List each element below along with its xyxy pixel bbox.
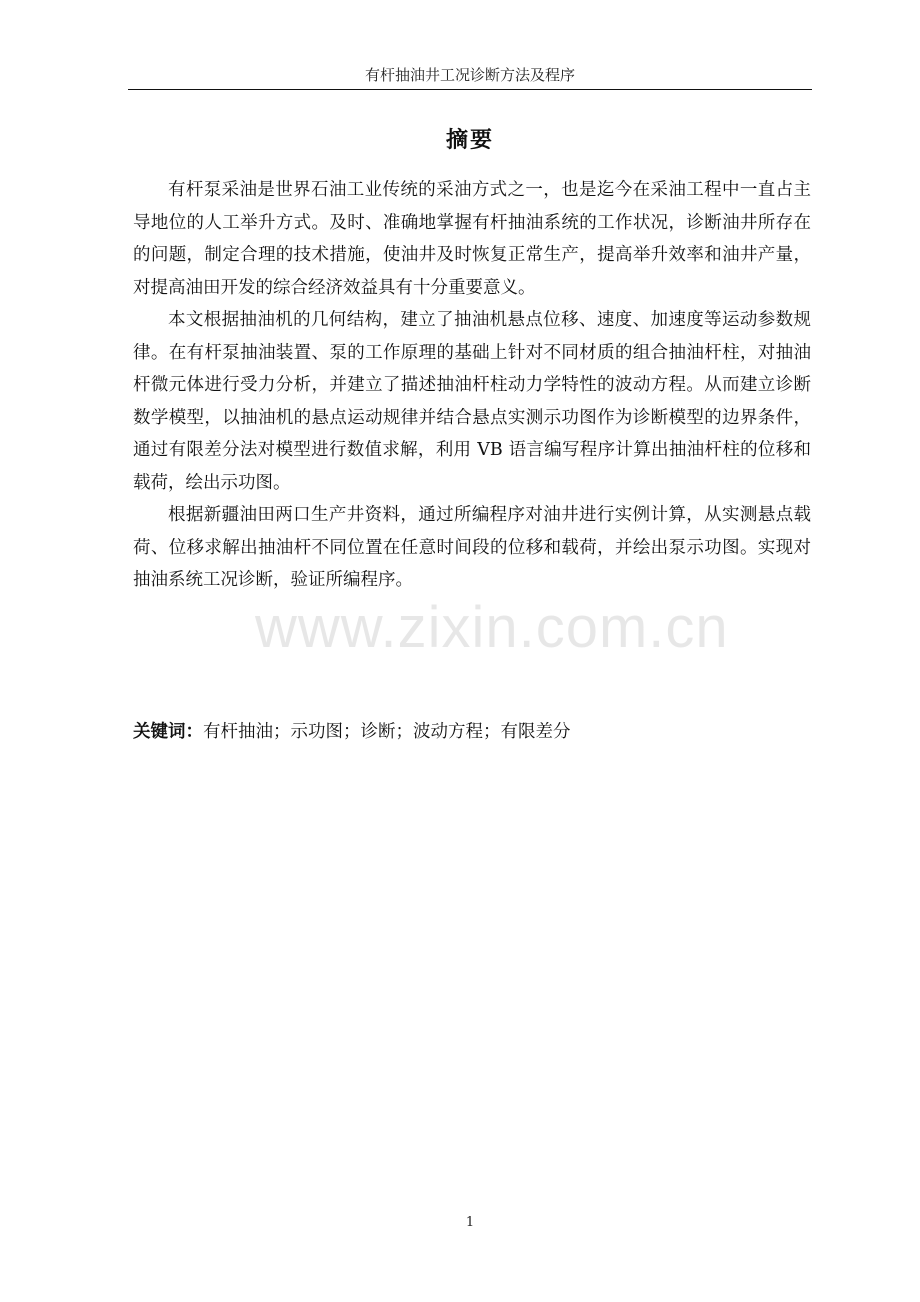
header-rule: [128, 89, 812, 90]
keywords-label: 关键词：: [133, 722, 203, 742]
abstract-body: [133, 174, 811, 597]
running-header: 有杆抽油井工况诊断方法及程序: [364, 66, 575, 84]
keywords-text: 有杆抽油；示功图；诊断；波动方程；有限差分: [203, 722, 571, 742]
abstract-paragraph-3: 根据新疆油田两口生产井资料，通过所编程序对油井进行实例计算，从实测悬点载荷、位移求解出抽油杆不同位置在任意时间段的位移和载荷，并绘出泵示功图。实现对抽油系统工况诊断，验证所编程序。: [133, 505, 811, 590]
page-title: 摘要: [445, 128, 494, 153]
abstract-paragraph-1: 有杆泵采油是世界石油工业传统的采油方式之一，也是迄今在采油工程中一直占主导地位的人工举升方式。及时、准确地掌握有杆抽油系统的工作状况，诊断油井所存在的问题，制定合理的技术措施，使油井及时恢复正常生产，提高举升效率和油井产量，对提高油田开发的综合经济效益具有十分重要意义。: [133, 180, 811, 298]
keywords-line: [133, 717, 811, 747]
abstract-paragraph-2: 本文根据抽油机的几何结构，建立了抽油机悬点位移、速度、加速度等运动参数规律。在有杆泵抽油装置、泵的工作原理的基础上针对不同材质的组合抽油杆柱，对抽油杆微元体进行受力分析，并建立了描述抽油杆柱动力学特性的波动方程。从而建立诊断数学模型，以抽油机的悬点运动规律并结合悬点实测示功图作为诊断模型的边界条件，通过有限差分法对模型进行数值求解，利用 VB 语言编写程序计算出抽油杆柱的位移和载荷，绘出示功图。: [133, 310, 811, 493]
page-number: 1: [465, 1215, 475, 1230]
watermark: www.zixin.com.cn: [255, 595, 729, 660]
